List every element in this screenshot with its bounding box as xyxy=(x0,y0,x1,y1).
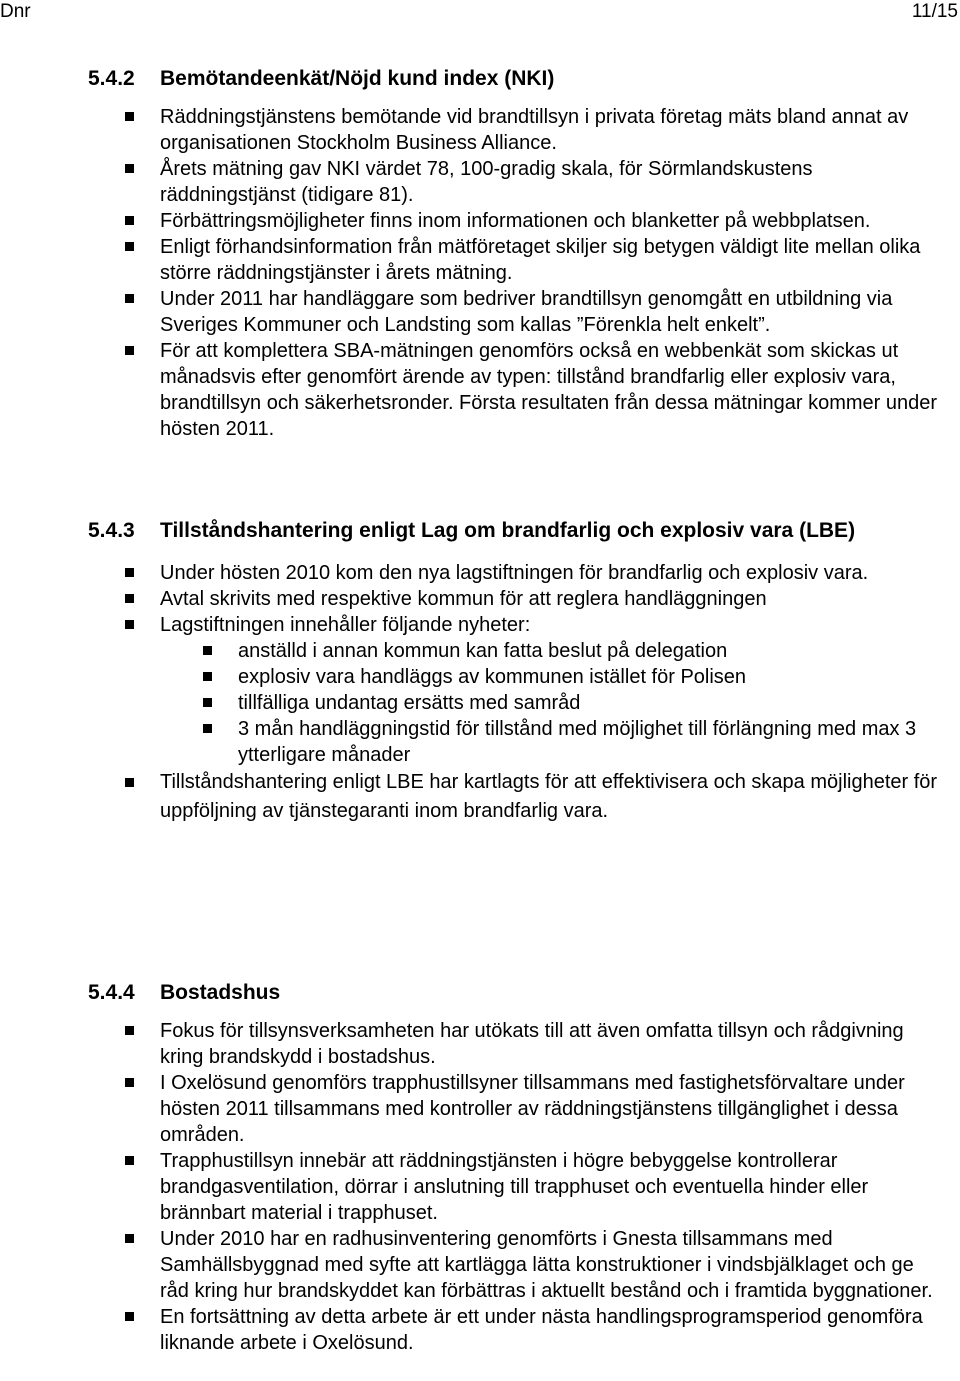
square-bullet-icon xyxy=(203,646,212,655)
bullet-list xyxy=(88,104,948,442)
square-bullet-icon xyxy=(125,164,134,173)
list-item: För att komplettera SBA-mätningen genomförs också en webbenkät som skickas ut månadsvis efter genomfört ärende av typen: tillstånd brandfarlig eller explosiv vara, brandtillsyn och säkerhetsronder. Första resultaten från dessa mätningar kommer under hösten 2011. xyxy=(88,338,948,442)
square-bullet-icon xyxy=(125,594,134,603)
section-heading xyxy=(88,516,948,546)
square-bullet-icon xyxy=(203,698,212,707)
list-item: Avtal skrivits med respektive kommun för att reglera handläggningen xyxy=(88,586,948,612)
section-5-4-3 xyxy=(88,516,948,826)
section-title: Bostadshus xyxy=(160,981,281,1004)
list-item: Lagstiftningen innehåller följande nyheter: xyxy=(88,612,948,638)
square-bullet-icon xyxy=(203,672,212,681)
page-number: 11/15 xyxy=(911,1,958,22)
square-bullet-icon xyxy=(125,620,134,629)
list-item: Enligt förhandsinformation från mätföretaget skiljer sig betygen väldigt lite mellan olika större räddningstjänster i årets mätning. xyxy=(88,234,948,286)
list-item: Under hösten 2010 kom den nya lagstiftningen för brandfarlig och explosiv vara. xyxy=(88,560,948,586)
square-bullet-icon xyxy=(125,1156,134,1165)
square-bullet-icon xyxy=(125,216,134,225)
list-item: Årets mätning gav NKI värdet 78, 100-gradig skala, för Sörmlandskustens räddningstjänst (tidigare 81). xyxy=(88,156,948,208)
square-bullet-icon xyxy=(125,778,134,787)
square-bullet-icon xyxy=(203,724,212,733)
document-number-label: Dnr xyxy=(0,1,31,22)
section-number: 5.4.4 xyxy=(88,981,135,1004)
section-number: 5.4.2 xyxy=(88,67,135,90)
square-bullet-icon xyxy=(125,242,134,251)
section-number: 5.4.3 xyxy=(88,519,135,542)
list-item: Förbättringsmöjligheter finns inom informationen och blanketter på webbplatsen. xyxy=(88,208,948,234)
list-item: Tillståndshantering enligt LBE har kartlagts för att effektivisera och skapa möjligheter för uppföljning av tjänstegaranti inom brandfarlig vara. xyxy=(88,768,948,826)
section-heading xyxy=(88,64,948,94)
square-bullet-icon xyxy=(125,346,134,355)
square-bullet-icon xyxy=(125,1312,134,1321)
section-title: Tillståndshantering enligt Lag om brandfarlig och explosiv vara (LBE) xyxy=(160,519,856,542)
section-5-4-4 xyxy=(88,978,948,1356)
square-bullet-icon xyxy=(125,1026,134,1035)
square-bullet-icon xyxy=(125,1078,134,1087)
bullet-list xyxy=(88,560,948,638)
section-heading xyxy=(88,978,948,1008)
list-item: I Oxelösund genomförs trapphustillsyner tillsammans med fastighetsförvaltare under hösten 2011 tillsammans med kontroller av räddningstjänstens tillgänglighet i dessa områden. xyxy=(88,1070,948,1148)
sub-bullet-list xyxy=(88,638,948,768)
square-bullet-icon xyxy=(125,568,134,577)
list-item: Fokus för tillsynsverksamheten har utökats till att även omfatta tillsyn och rådgivning kring brandskydd i bostadshus. xyxy=(88,1018,948,1070)
list-item: Under 2010 har en radhusinventering genomförts i Gnesta tillsammans med Samhällsbyggnad med syfte att kartlägga lätta konstruktioner i vindsbjälklaget och ge råd kring hur brandskyddet kan förbättras i aktuellt bestånd och i framtida byggnationer. xyxy=(88,1226,948,1304)
sub-list-item: tillfälliga undantag ersätts med samråd xyxy=(88,690,948,716)
square-bullet-icon xyxy=(125,112,134,121)
section-title: Bemötandeenkät/Nöjd kund index (NKI) xyxy=(160,67,555,90)
square-bullet-icon xyxy=(125,294,134,303)
sub-list-item: anställd i annan kommun kan fatta beslut på delegation xyxy=(88,638,948,664)
list-item: En fortsättning av detta arbete är ett under nästa handlingsprogramsperiod genomföra liknande arbete i Oxelösund. xyxy=(88,1304,948,1356)
bullet-list xyxy=(88,768,948,826)
list-item: Räddningstjänstens bemötande vid brandtillsyn i privata företag mäts bland annat av organisationen Stockholm Business Alliance. xyxy=(88,104,948,156)
section-5-4-2 xyxy=(88,64,948,442)
list-item: Under 2011 har handläggare som bedriver brandtillsyn genomgått en utbildning via Sveriges Kommuner och Landsting som kallas ”Förenkla helt enkelt”. xyxy=(88,286,948,338)
sub-list-item: 3 mån handläggningstid för tillstånd med möjlighet till förlängning med max 3 ytterligare månader xyxy=(88,716,928,768)
square-bullet-icon xyxy=(125,1234,134,1243)
bullet-list xyxy=(88,1018,948,1356)
sub-list-item: explosiv vara handläggs av kommunen istället för Polisen xyxy=(88,664,798,690)
list-item: Trapphustillsyn innebär att räddningstjänsten i högre bebyggelse kontrollerar brandgasventilation, dörrar i anslutning till trapphuset och eventuella hinder eller brännbart material i trapphuset. xyxy=(88,1148,948,1226)
